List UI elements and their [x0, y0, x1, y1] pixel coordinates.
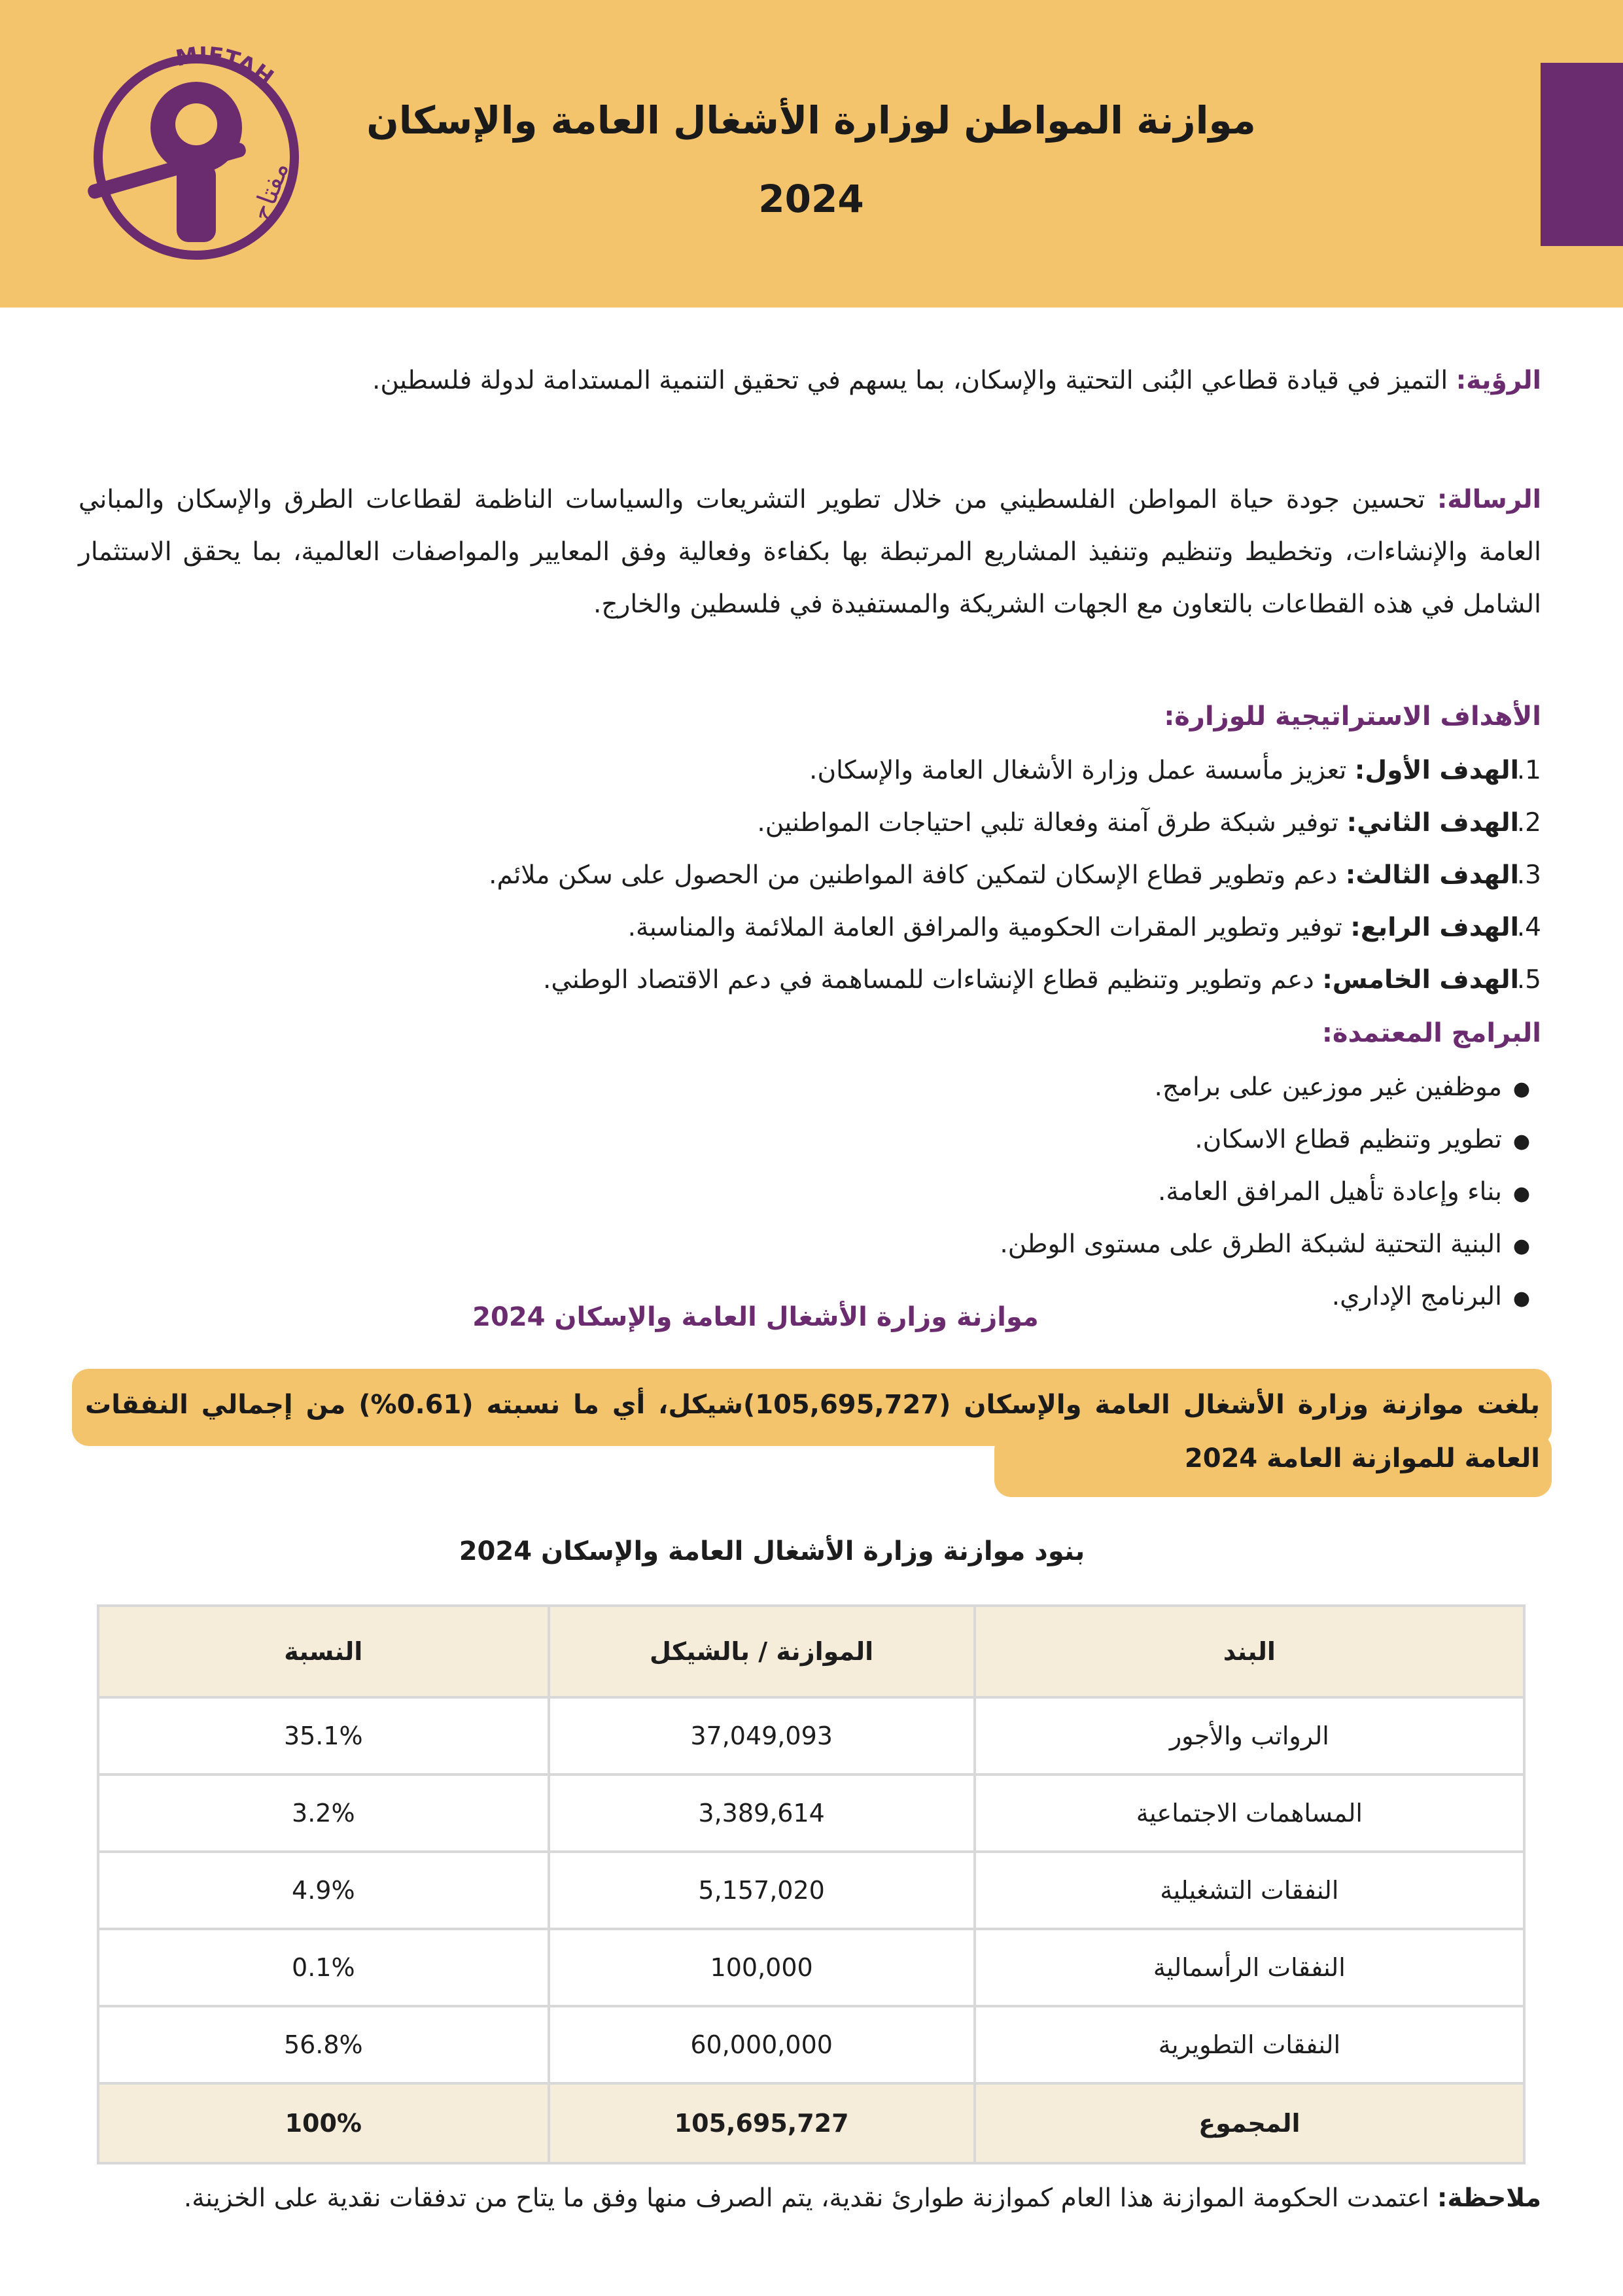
budget-table	[97, 1604, 1526, 2164]
page-year: 2024	[758, 177, 864, 221]
list-item: 1.الهدف الأول: تعزيز مأسسة عمل وزارة الأشغال العامة والإسكان.	[809, 756, 1541, 785]
list-item: ●البنية التحتية لشبكة الطرق على مستوى الوطن.	[79, 1218, 1541, 1271]
table-row: المساهمات الاجتماعية 3,389,614 3.2%	[98, 1775, 1524, 1852]
col-header-item: البند	[975, 1606, 1524, 1697]
svg-text:MIFTAH: MIFTAH	[173, 42, 279, 91]
programs-list	[79, 1061, 1541, 1323]
budget-highlight-text: بلغت موازنة وزارة الأشغال العامة والإسكان (105,695,727)شيكل، أي ما نسبته (0.61%) من إجمالي النفقات العامة للموازنة العامة 2024	[85, 1390, 1541, 1474]
vision-label: الرؤية:	[1456, 366, 1541, 395]
list-item: ●بناء وإعادة تأهيل المرافق العامة.	[79, 1166, 1541, 1218]
list-item: 5.الهدف الخامس: دعم وتطوير وتنظيم قطاع الإنشاءات للمساهمة في دعم الاقتصاد الوطني.	[543, 965, 1541, 995]
programs-heading: البرامج المعتمدة:	[1321, 1018, 1541, 1048]
bullet-icon: ●	[1512, 1078, 1531, 1101]
mission-paragraph	[79, 474, 1541, 631]
note-label: ملاحظة:	[1437, 2183, 1541, 2213]
header-accent-block	[1541, 63, 1623, 246]
bullet-icon: ●	[1512, 1287, 1531, 1310]
list-item: ●البرنامج الإداري.	[79, 1271, 1541, 1323]
table-row: النفقات التشغيلية 5,157,020 4.9%	[98, 1852, 1524, 1929]
table-header-row	[98, 1606, 1524, 1697]
bullet-icon: ●	[1512, 1130, 1531, 1153]
budget-subtitle: موازنة وزارة الأشغال العامة والإسكان 2024	[472, 1302, 1039, 1332]
note-text: اعتمدت الحكومة الموازنة هذا العام كموازنة طوارئ نقدية، يتم الصرف منها وفق ما يتاح من تدفقات نقدية على الخزينة.	[183, 2183, 1429, 2213]
table-title: بنود موازنة وزارة الأشغال العامة والإسكان 2024	[459, 1536, 1085, 1566]
mission-label: الرسالة:	[1437, 485, 1541, 514]
svg-text:مفتاح: مفتاح	[246, 158, 295, 225]
bullet-icon: ●	[1512, 1235, 1531, 1258]
list-item: ●موظفين غير موزعين على برامج.	[79, 1061, 1541, 1114]
col-header-ratio: النسبة	[98, 1606, 549, 1697]
bullet-icon: ●	[1512, 1182, 1531, 1205]
table-row: الرواتب والأجور 37,049,093 35.1%	[98, 1697, 1524, 1775]
mission-text: تحسين جودة حياة المواطن الفلسطيني من خلال تطوير التشريعات والسياسات الناظمة لقطاعات الطرق والإسكان والمباني العامة والإنشاءات، وتخطيط وتنظيم وتنفيذ المشاريع المرتبطة بها بكفاءة وفعالية وفق المعايير والمواصفات العالمية، بما يحقق الاستثمار الشامل في هذه القطاعات بالتعاون مع الجهات الشريكة والمستفيدة في فلسطين والخارج.	[79, 485, 1541, 619]
table-row: النفقات التطويرية 60,000,000 56.8%	[98, 2006, 1524, 2083]
list-item: 4.الهدف الرابع: توفير وتطوير المقرات الحكومية والمرافق العامة الملائمة والمناسبة.	[627, 913, 1541, 942]
table-row: النفقات الرأسمالية 100,000 0.1%	[98, 1929, 1524, 2006]
miftah-logo	[72, 26, 321, 275]
table-total-row: المجموع 105,695,727 100%	[98, 2083, 1524, 2163]
goals-heading: الأهداف الاستراتيجية للوزارة:	[1164, 701, 1541, 732]
vision-text: التميز في قيادة قطاعي البُنى التحتية والإسكان، بما يسهم في تحقيق التنمية المستدامة لدولة فلسطين.	[372, 366, 1448, 395]
vision-paragraph	[79, 355, 1541, 407]
list-item: 2.الهدف الثاني: توفير شبكة طرق آمنة وفعالة تلبي احتياجات المواطنين.	[757, 808, 1541, 838]
list-item: 3.الهدف الثالث: دعم وتطوير قطاع الإسكان لتمكين كافة المواطنين من الحصول على سكن ملائم.	[489, 860, 1541, 890]
col-header-budget: الموازنة / بالشيكل	[549, 1606, 975, 1697]
list-item: ●تطوير وتنظيم قطاع الاسكان.	[79, 1114, 1541, 1166]
note-paragraph	[79, 2172, 1541, 2225]
goals-list	[79, 745, 1541, 1006]
page-title: موازنة المواطن لوزارة الأشغال العامة والإسكان	[366, 98, 1256, 143]
